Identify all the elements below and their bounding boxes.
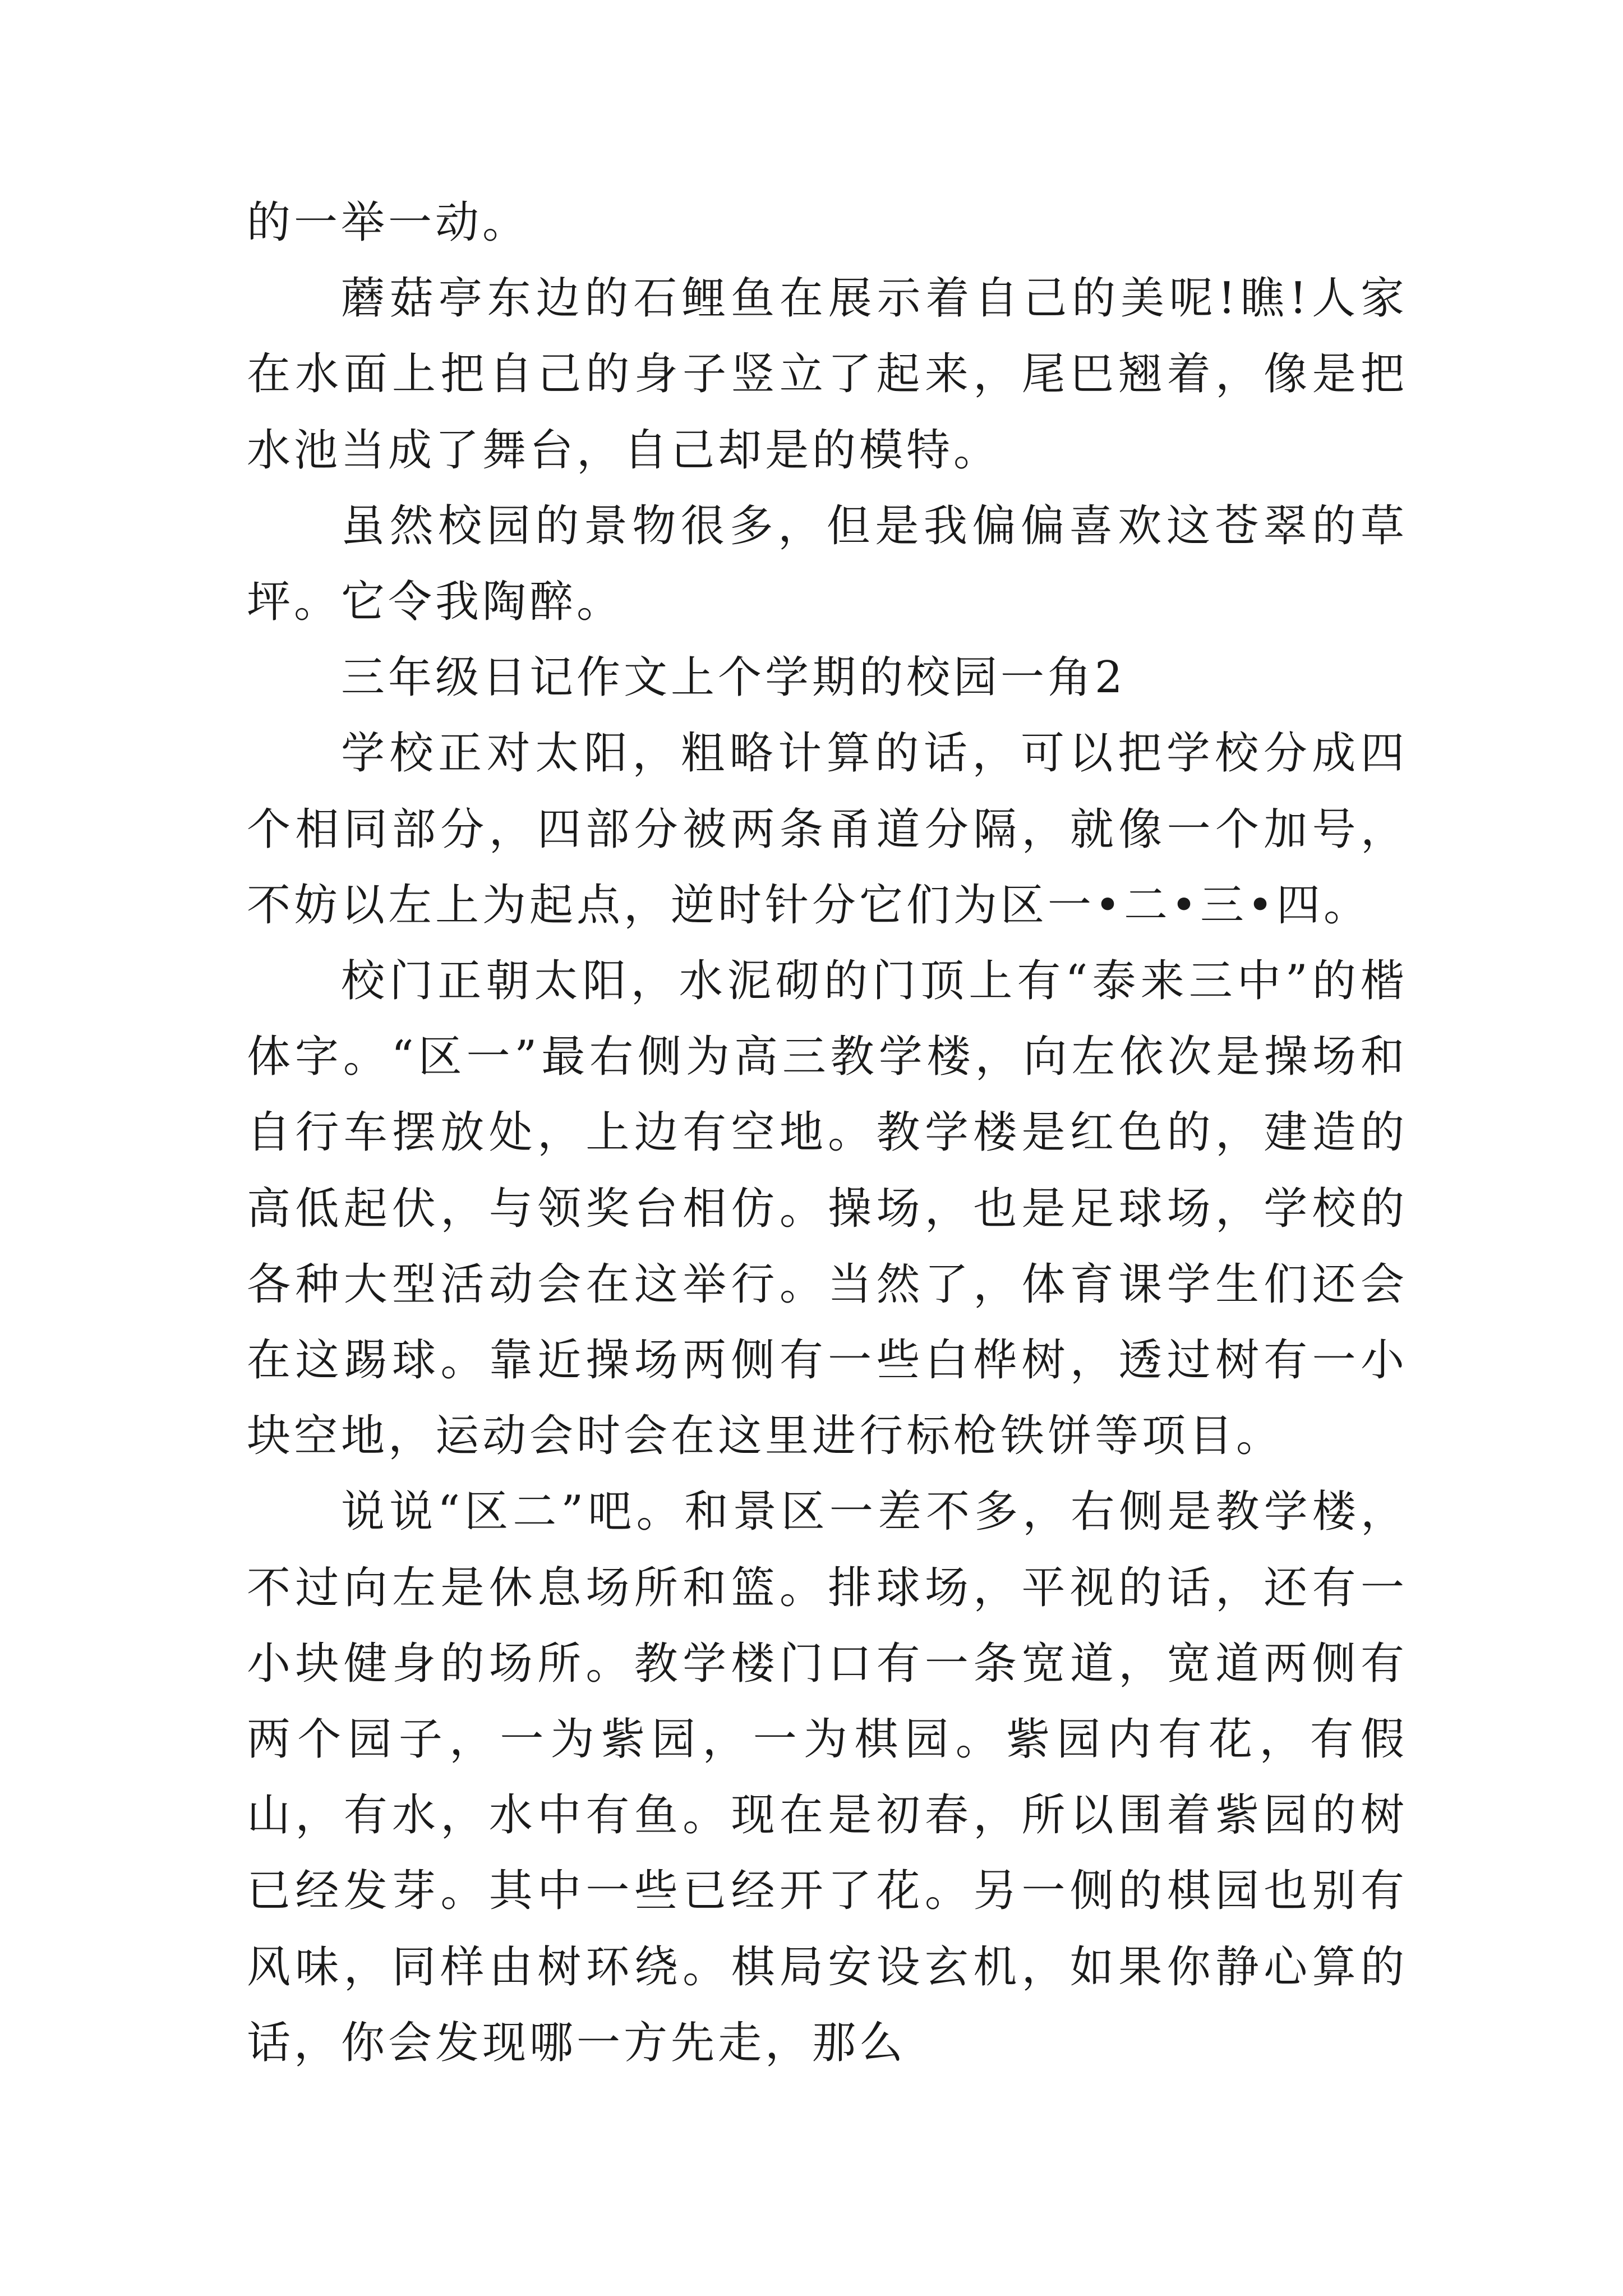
paragraph-3: 虽然校园的景物很多，但是我偏偏喜欢这苍翠的草坪。它令我陶醉。 bbox=[247, 500, 1408, 628]
paragraph-1: 的一举一动。 bbox=[247, 197, 530, 248]
paragraph-6: 说说“区二”吧。和景区一差不多，右侧是教学楼，不过向左是休息场所和篮。排球场，平视的话，还有一小块健身的场所。教学楼门口有一条宽道，宽道两侧有两个园子，一为紫园，一为棋园。紫园内有花，有假山，有水，水中有鱼。现在是初春，所以围着紫园的树已经发芽。其中一些已经开了花。另一侧的棋园也别有风味，同样由树环绕。棋局安设玄机，如果你静心算的话，你会发现哪一方先走，那么 bbox=[247, 1487, 1408, 2068]
document-body bbox=[247, 185, 1408, 2081]
paragraph-2: 蘑菇亭东边的石鲤鱼在展示着自己的美呢!瞧!人家在水面上把自己的身子竖立了起来，尾巴翘着，像是把水池当成了舞台，自己却是的模特。 bbox=[247, 273, 1408, 476]
paragraph-5: 校门正朝太阳，水泥砌的门顶上有“泰来三中”的楷体字。“区一”最右侧为高三教学楼，向左依次是操场和自行车摆放处，上边有空地。教学楼是红色的，建造的高低起伏，与领奖台相仿。操场，也是足球场，学校的各种大型活动会在这举行。当然了，体育课学生们还会在这踢球。靠近操场两侧有一些白桦树，透过树有一小块空地，运动会时会在这里进行标枪铁饼等项目。 bbox=[247, 956, 1408, 1462]
paragraph-4: 学校正对太阳，粗略计算的话，可以把学校分成四个相同部分，四部分被两条甬道分隔，就像一个加号，不妨以左上为起点，逆时针分它们为区一•二•三•四。 bbox=[247, 728, 1408, 931]
section-heading: 三年级日记作文上个学期的校园一角2 bbox=[341, 652, 1126, 703]
